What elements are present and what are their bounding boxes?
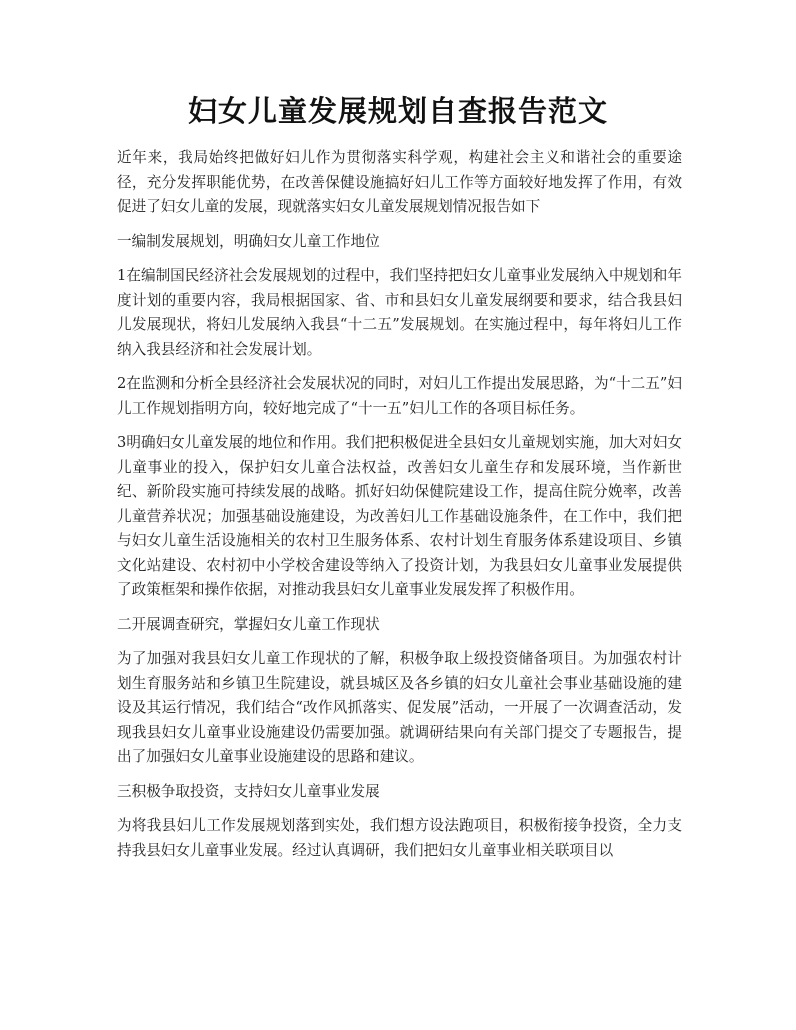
section-heading-1: 一编制发展规划，明确妇女儿童工作地位 <box>117 232 380 250</box>
body-paragraph: 为了加强对我县妇女儿童工作现状的了解，积极争取上级投资储备项目。为加强农村计划生育服务站和乡镇卫生院建设，就县城区及各乡镇的妇女儿童社会事业基础设施的建设及其运行情况，我们结合“改作风抓落实、促发展”活动，一开展了一次调查活动，发现我县妇女儿童事业设施建设仍需要加强。就调研结果向有关部门提交了专题报告，提出了加强妇女儿童事业设施建设的思路和建议。 <box>117 650 682 765</box>
section-heading-3: 三积极争取投资，支持妇女儿童事业发展 <box>117 782 380 800</box>
paragraph-item-2: 2在监测和分析全县经济社会发展状况的同时，对妇儿工作提出发展思路，为“十二五”妇儿工作规划指明方向，较好地完成了“十一五”妇儿工作的各项目标任务。 <box>117 375 682 417</box>
paragraph-item-1: 1在编制国民经济社会发展规划的过程中，我们坚持把妇女儿童事业发展纳入中规划和年度计划的重要内容，我局根据国家、省、市和县妇女儿童发展纲要和要求，结合我县妇儿发展现状，将妇儿发展纳入我县“十二五”发展规划。在实施过程中，每年将妇儿工作纳入我县经济和社会发展计划。 <box>117 267 682 358</box>
document-title: 妇女儿童发展规划自查报告范文 <box>187 94 608 128</box>
body-paragraph: 为将我县妇儿工作发展规划落到实处，我们想方设法跑项目，积极衔接争投资，全力支持我县妇女儿童事业发展。经过认真调研，我们把妇女儿童事业相关联项目以 <box>117 817 682 859</box>
paragraph-item-3: 3明确妇女儿童发展的地位和作用。我们把积极促进全县妇女儿童规划实施，加大对妇女儿童事业的投入，保护妇女儿童合法权益，改善妇女儿童生存和发展环境，当作新世纪、新阶段实施可持续发展的战略。抓好妇幼保健院建设工作，提高住院分娩率，改善儿童营养状况；加强基础设施建设，为改善妇儿工作基础设施条件，在工作中，我们把与妇女儿童生活设施相关的农村卫生服务体系、农村计划生育服务体系建设项目、乡镇文化站建设、农村初中小学校舍建设等纳入了投资计划，为我县妇女儿童事业发展提供了政策框架和操作依据，对推动我县妇女儿童事业发展发挥了积极作用。 <box>117 434 682 598</box>
intro-paragraph: 近年来，我局始终把做好妇儿作为贯彻落实科学观，构建社会主义和谐社会的重要途径，充分发挥职能优势，在改善保健设施搞好妇儿工作等方面较好地发挥了作用，有效促进了妇女儿童的发展，现就落实妇女儿童发展规划情况报告如下 <box>117 149 682 215</box>
section-heading-2: 二开展调查研究，掌握妇女儿童工作现状 <box>117 615 380 633</box>
document-body <box>117 146 682 873</box>
